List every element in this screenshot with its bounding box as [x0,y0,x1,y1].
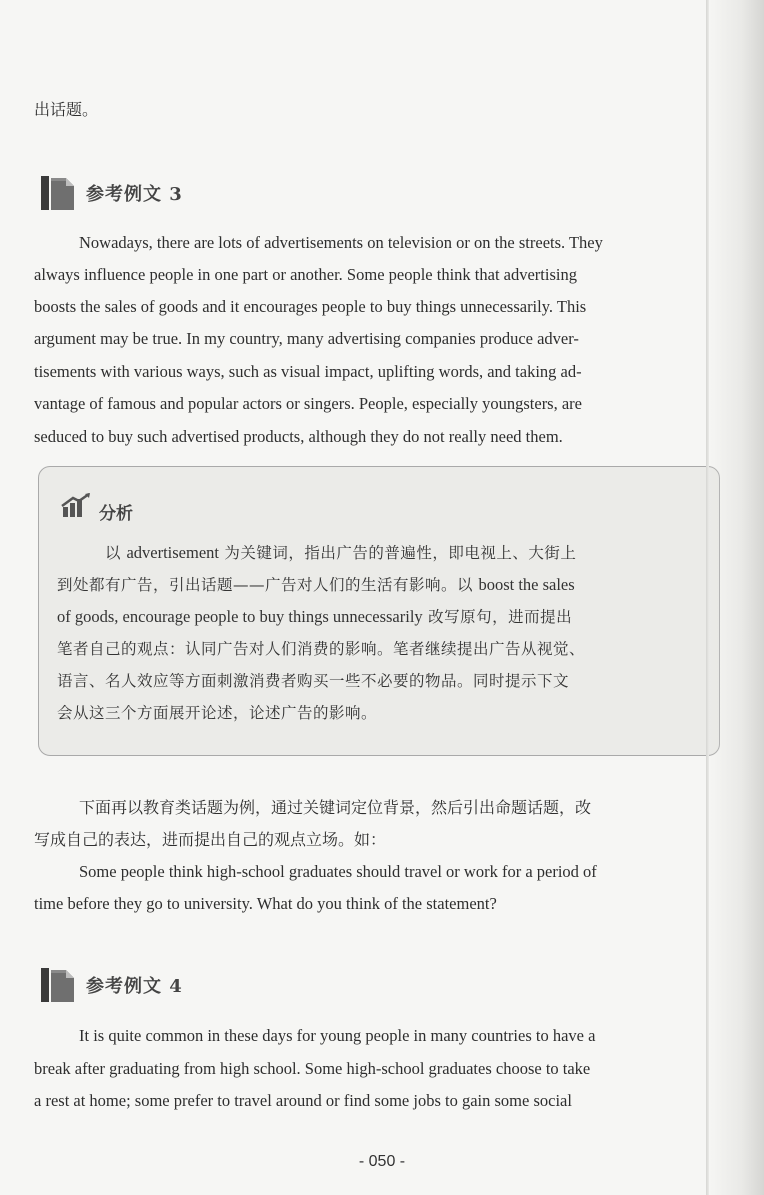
analysis-box [38,466,720,756]
sample3-line-3: boosts the sales of goods and it encourages people to buy things unnecessarily. This [34,297,587,316]
sample3-line-4: argument may be true. In my country, many advertising companies produce adver- [34,329,579,348]
transition-line-2: 写成自己的表达，进而提出自己的观点立场。如： [34,830,387,849]
analysis-line-3: of goods, encourage people to buy things unnecessarily 改写原句，进而提出 [57,607,573,626]
bar-chart-icon [61,493,93,524]
sample4-heading [40,964,183,1004]
sample3-heading [40,172,183,212]
page-edge-line [706,0,709,1195]
sample4-title: 参考例文 4 [86,976,183,997]
page-edge-shadow [708,0,764,1195]
analysis-line-2: 到处都有广告，引出话题——广告对人们的生活有影响。以 boost the sales [57,575,575,594]
sample3-line-7: seduced to buy such advertised products, although they do not really need them. [34,427,563,446]
analysis-header [61,493,133,524]
sample4-line-3: a rest at home; some prefer to travel around or find some jobs to gain some social [34,1091,572,1110]
sample3-line-6: vantage of famous and popular actors or singers. People, especially youngsters, are [34,394,582,413]
document-icon [40,174,76,212]
analysis-label: 分析 [99,504,133,524]
transition-line-1: 下面再以教育类话题为例，通过关键词定位背景，然后引出命题话题，改 [79,798,592,817]
sample4-line-2: break after graduating from high school. Some high-school graduates choose to take [34,1059,591,1078]
analysis-line-5: 语言、名人效应等方面刺激消费者购买一些不必要的物品。同时提示下文 [57,672,570,690]
transition-quote-2: time before they go to university. What do you think of the statement? [34,894,497,913]
sample3-title: 参考例文 3 [86,184,183,205]
sample3-line-1: Nowadays, there are lots of advertisements on television or on the streets. They [79,233,603,252]
analysis-line-4: 笔者自己的观点：认同广告对人们消费的影响。笔者继续提出广告从视觉、 [57,640,586,658]
sample4-line-1: It is quite common in these days for young people in many countries to have a [79,1026,596,1045]
page-number: - 050 - [358,1153,406,1170]
analysis-line-1: 以 advertisement 为关键词，指出广告的普遍性，即电视上、大街上 [105,543,577,562]
transition-quote-1: Some people think high-school graduates should travel or work for a period of [79,862,597,881]
document-icon [40,966,76,1004]
analysis-line-6: 会从这三个方面展开论述，论述广告的影响。 [57,704,378,722]
sample3-line-2: always influence people in one part or another. Some people think that advertising [34,265,577,284]
sample3-line-5: tisements with various ways, such as visual impact, uplifting words, and taking ad- [34,362,582,381]
top-line: 出话题。 [34,100,99,119]
